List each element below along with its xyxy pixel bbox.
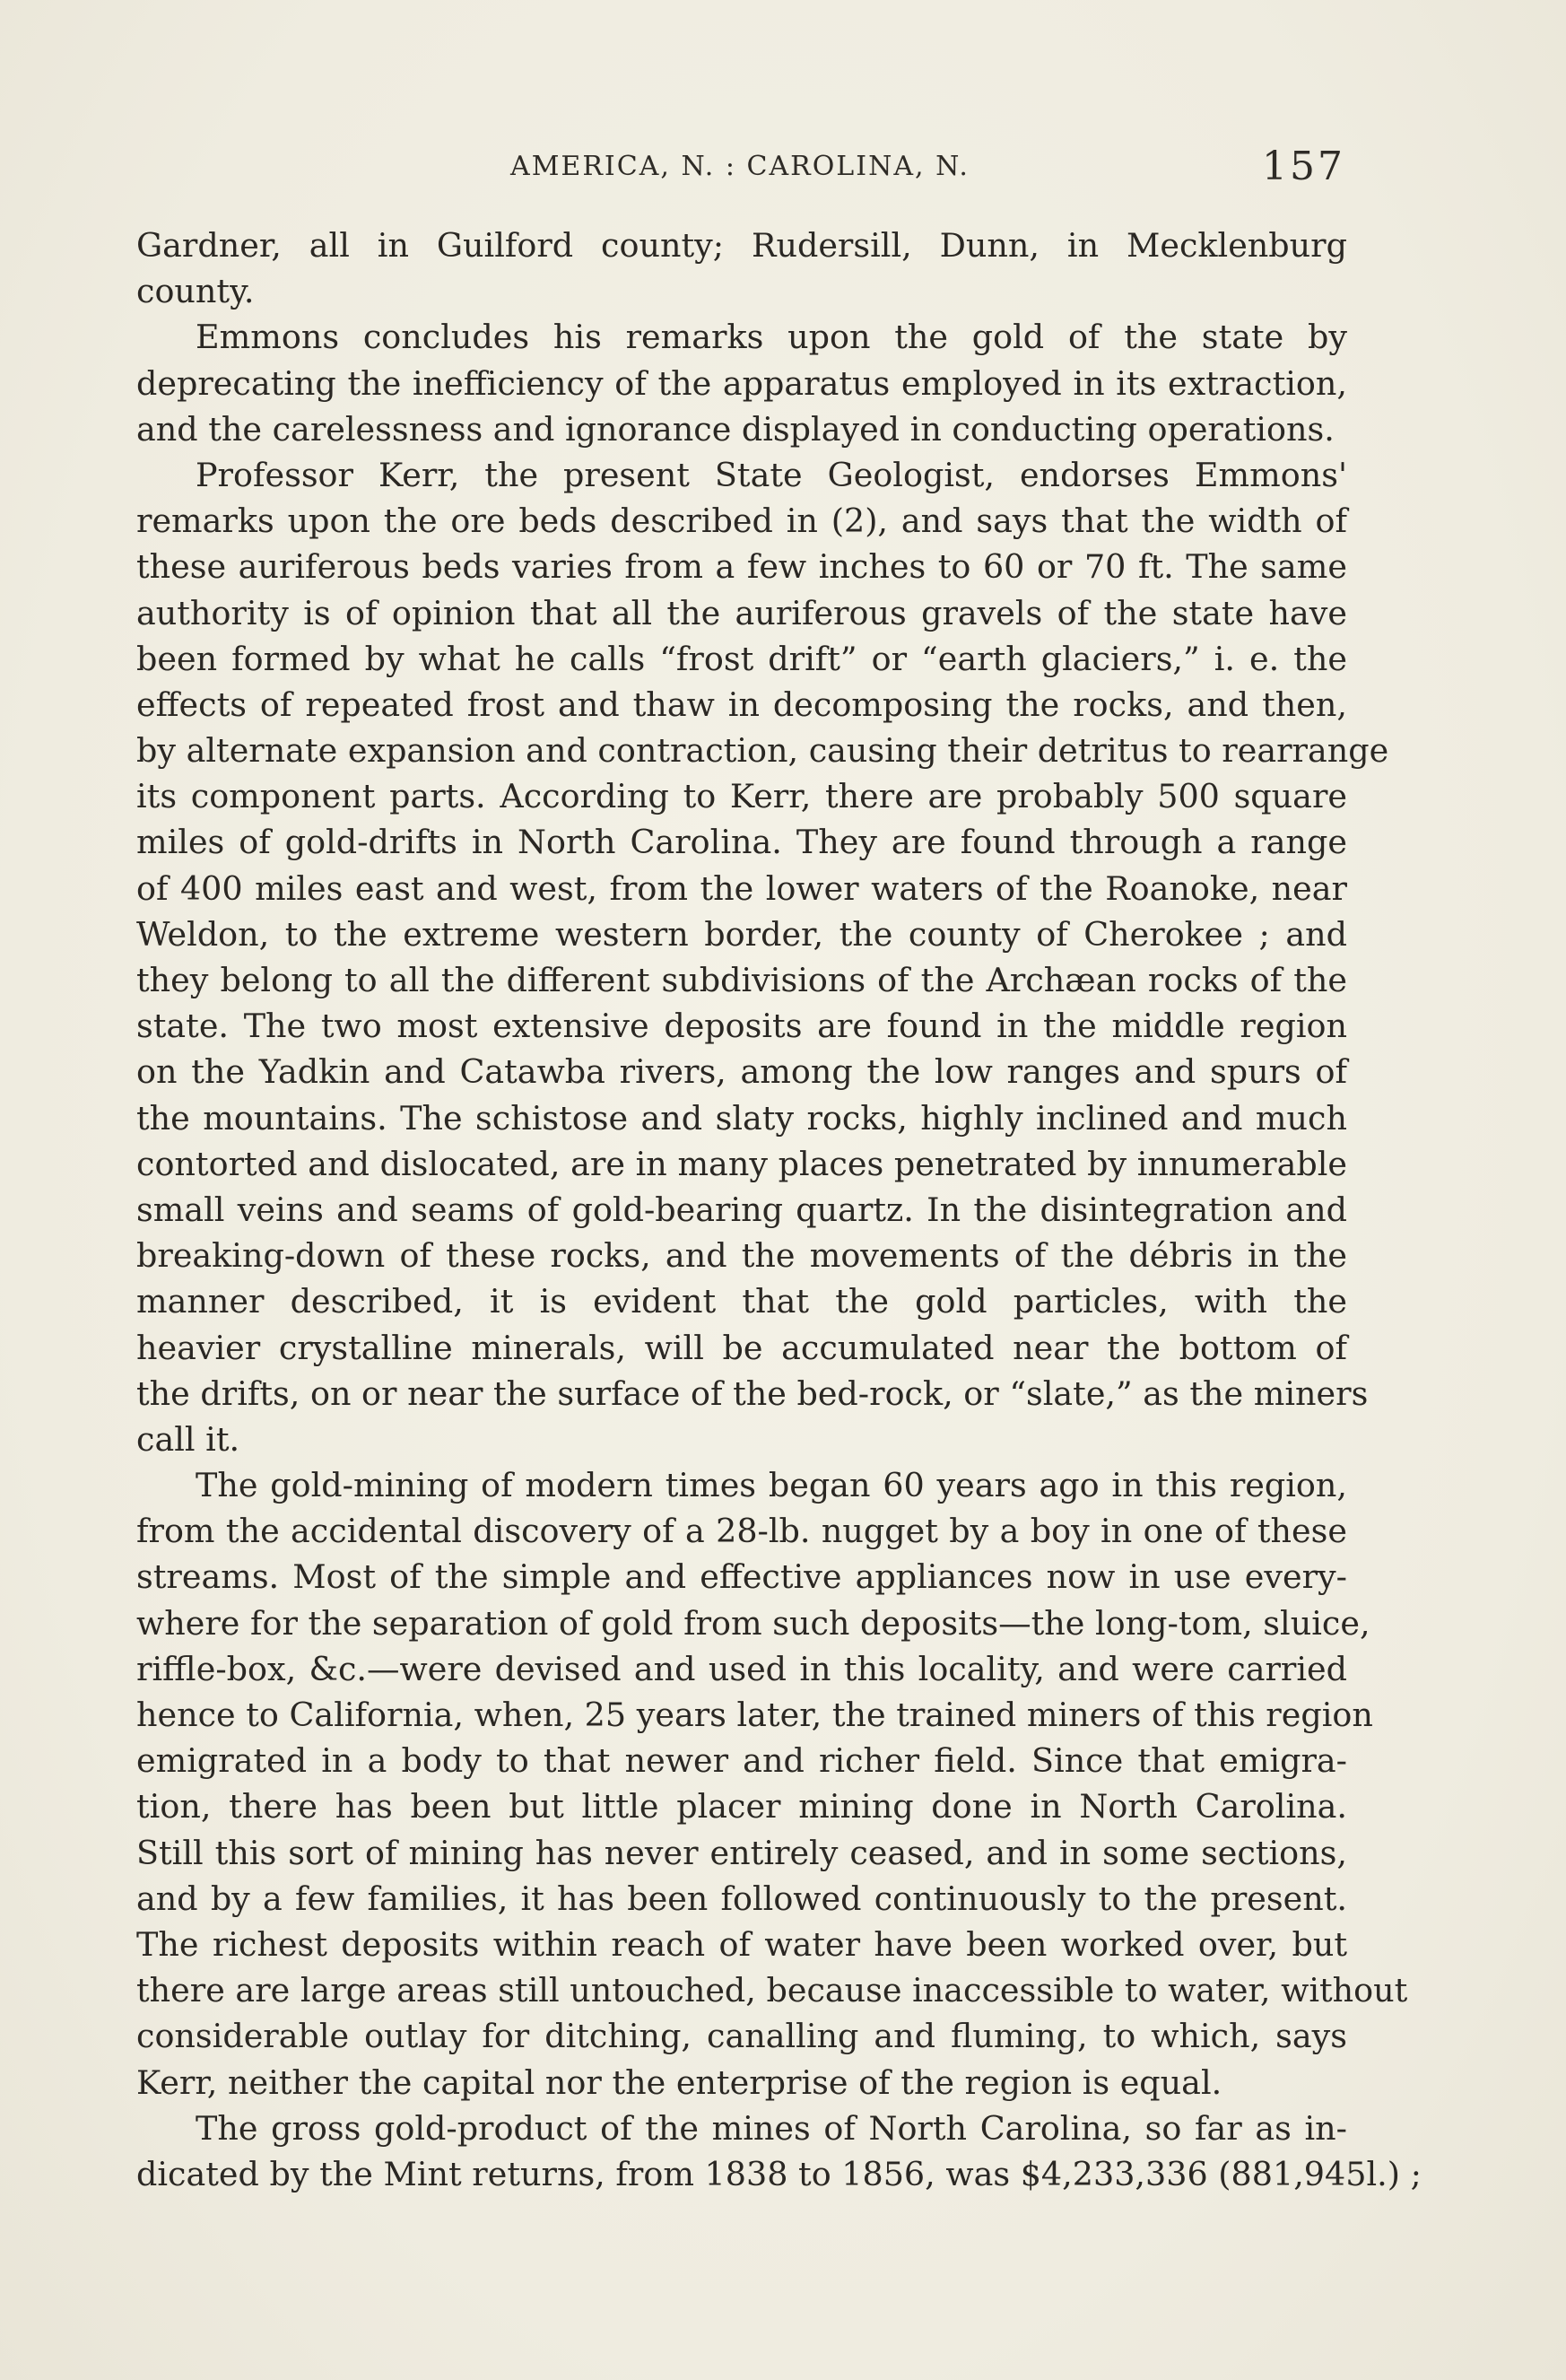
text-line: emigrated in a body to that newer and richer field. Since that emigra-: [136, 1741, 1347, 1781]
text-line: where for the separation of gold from such deposits—the long-tom, sluice,: [136, 1603, 1370, 1643]
text-line: call it.: [136, 1419, 240, 1459]
body-text: [136, 222, 1422, 2197]
text-line: The gross gold-product of the mines of North Carolina, so far as in-: [196, 2108, 1347, 2148]
text-line: heavier crystalline minerals, will be accumulated near the bottom of: [136, 1328, 1347, 1367]
text-line: The gold-mining of modern times began 60 years ago in this region,: [196, 1466, 1347, 1505]
page-number: 157: [1262, 144, 1345, 189]
text-line: streams. Most of the simple and effective appliances now in use every-: [136, 1557, 1347, 1597]
text-line: dicated by the Mint returns, from 1838 to 1856, was $4,233,336 (881,945l.) ;: [136, 2154, 1422, 2193]
running-title: AMERICA, N. : CAROLINA, N.: [510, 151, 970, 182]
text-line: deprecating the inefficiency of the apparatus employed in its extraction,: [136, 363, 1347, 403]
text-line: hence to California, when, 25 years later, the trained miners of this region: [136, 1696, 1373, 1734]
text-line: riffle-box, &c.—were devised and used in this locality, and were carried: [136, 1649, 1347, 1688]
text-line: small veins and seams of gold-bearing quartz. In the disintegration and: [136, 1190, 1347, 1229]
text-line: these auriferous beds varies from a few inches to 60 or 70 ft. The same: [136, 547, 1347, 587]
text-line: from the accidental discovery of a 28-lb. nugget by a boy in one of these: [136, 1512, 1347, 1551]
text-line: miles of gold-drifts in North Carolina. They are found through a range: [136, 823, 1347, 862]
text-line: Emmons concludes his remarks upon the gold of the state by: [196, 318, 1347, 357]
text-line: Still this sort of mining has never entirely ceased, and in some sections,: [136, 1833, 1347, 1872]
text-line: on the Yadkin and Catawba rivers, among the low ranges and spurs of: [136, 1052, 1347, 1092]
text-line: they belong to all the different subdivisions of the Archæan rocks of the: [136, 961, 1347, 999]
text-line: and the carelessness and ignorance displayed in conducting operations.: [136, 409, 1335, 449]
running-head: [135, 144, 1345, 197]
text-line: county.: [136, 272, 255, 311]
text-line: Professor Kerr, the present State Geologist, endorses Emmons': [196, 455, 1347, 494]
text-line: manner described, it is evident that the gold particles, with the: [136, 1282, 1347, 1321]
text-line: its component parts. According to Kerr, there are probably 500 square: [136, 777, 1347, 816]
text-line: there are large areas still untouched, because inaccessible to water, without: [136, 1971, 1408, 2010]
text-line: authority is of opinion that all the auriferous gravels of the state have: [136, 593, 1347, 632]
text-line: contorted and dislocated, are in many places penetrated by innumerable: [136, 1144, 1347, 1183]
text-line: The richest deposits within reach of water have been worked over, but: [136, 1924, 1347, 1964]
text-line: and by a few families, it has been followed continuously to the present.: [136, 1879, 1347, 1918]
text-line: been formed by what he calls “frost drift” or “earth glaciers,” i. e. the: [136, 639, 1347, 678]
text-line: the drifts, on or near the surface of the bed-rock, or “slate,” as the miners: [136, 1373, 1369, 1413]
text-line: breaking-down of these rocks, and the movements of the débris in the: [136, 1236, 1347, 1276]
text-line: remarks upon the ore beds described in (2), and says that the width of: [136, 501, 1347, 541]
text-line: state. The two most extensive deposits are found in the middle region: [136, 1007, 1347, 1046]
text-line: Kerr, neither the capital nor the enterprise of the region is equal.: [136, 2062, 1222, 2102]
text-line: tion, there has been but little placer mining done in North Carolina.: [136, 1787, 1347, 1826]
text-line: by alternate expansion and contraction, causing their detritus to rearrange: [136, 731, 1389, 771]
text-line: Weldon, to the extreme western border, the county of Cherokee ; and: [136, 914, 1347, 954]
text-line: of 400 miles east and west, from the lower waters of the Roanoke, near: [136, 868, 1347, 908]
text-line: Gardner, all in Guilford county; Rudersill, Dunn, in Mecklenburg: [136, 226, 1347, 265]
text-line: considerable outlay for ditching, canalling and fluming, to which, says: [136, 2017, 1347, 2056]
text-line: effects of repeated frost and thaw in decomposing the rocks, and then,: [136, 684, 1347, 724]
text-line: the mountains. The schistose and slaty rocks, highly inclined and much: [136, 1098, 1347, 1138]
